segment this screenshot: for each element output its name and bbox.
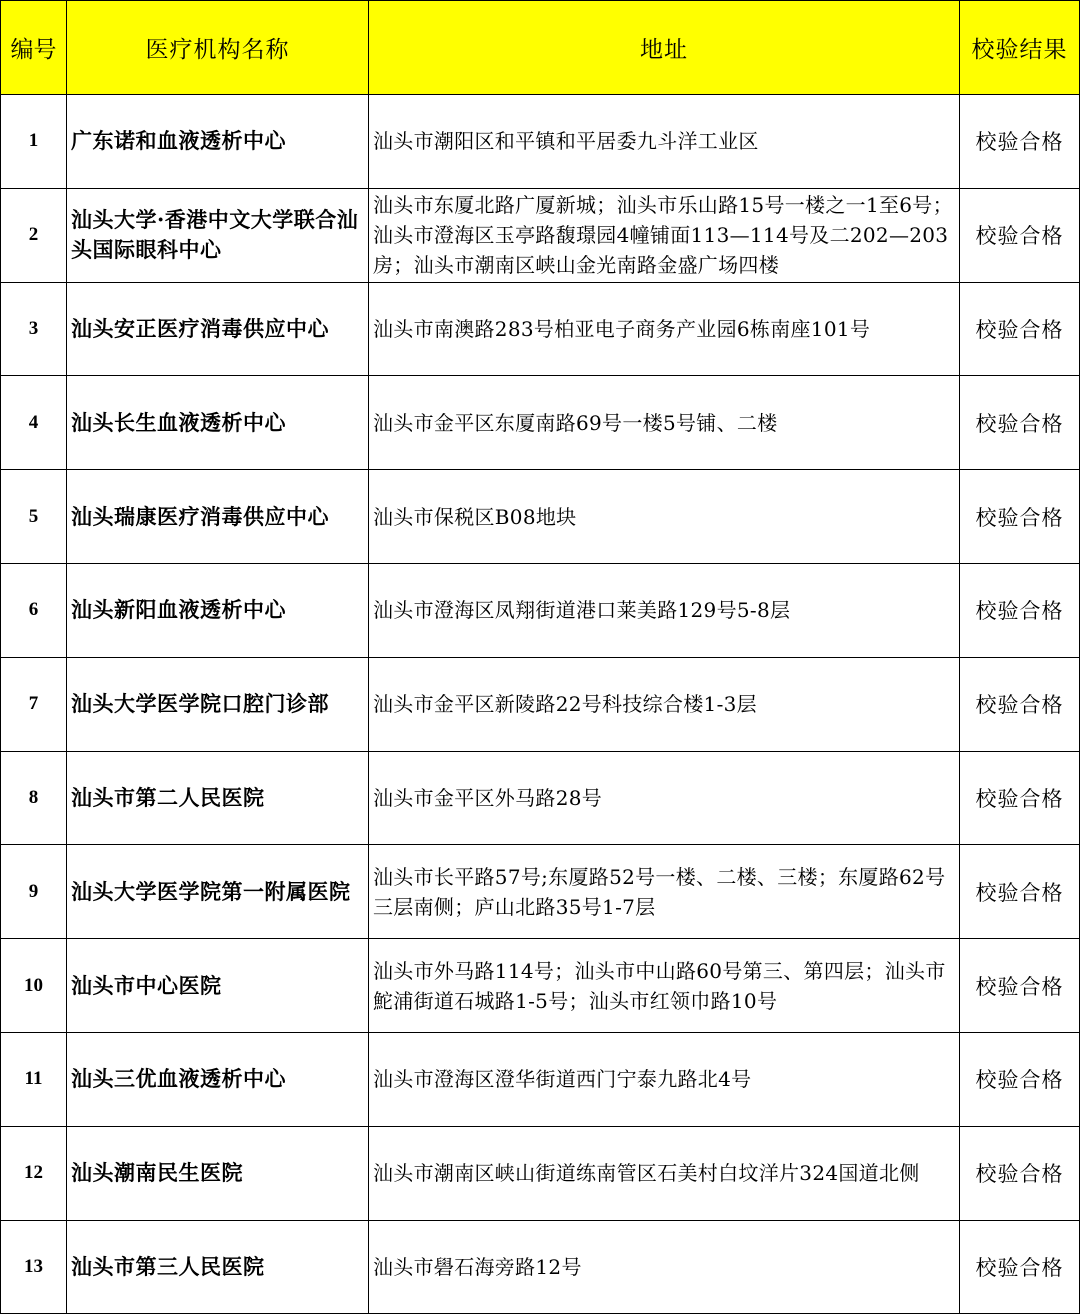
institution-address: 汕头市潮阳区和平镇和平居委九斗洋工业区	[369, 95, 960, 189]
institution-name: 汕头新阳血液透析中心	[67, 563, 369, 657]
institution-name: 汕头大学医学院第一附属医院	[67, 845, 369, 939]
inspection-result: 校验合格	[960, 1032, 1080, 1126]
inspection-result: 校验合格	[960, 188, 1080, 282]
header-name: 医疗机构名称	[67, 1, 369, 95]
table-row	[1, 563, 1080, 657]
institution-address: 汕头市澄海区凤翔街道港口莱美路129号5-8层	[369, 563, 960, 657]
inspection-result: 校验合格	[960, 845, 1080, 939]
table-body	[1, 95, 1080, 1314]
institution-address: 汕头市南澳路283号柏亚电子商务产业园6栋南座101号	[369, 282, 960, 376]
institution-address: 汕头市保税区B08地块	[369, 470, 960, 564]
inspection-result: 校验合格	[960, 1126, 1080, 1220]
table-row	[1, 1032, 1080, 1126]
row-number: 8	[1, 751, 67, 845]
institution-name: 汕头瑞康医疗消毒供应中心	[67, 470, 369, 564]
institution-name: 汕头安正医疗消毒供应中心	[67, 282, 369, 376]
institution-name: 汕头大学医学院口腔门诊部	[67, 657, 369, 751]
institution-address: 汕头市礐石海旁路12号	[369, 1220, 960, 1314]
row-number: 6	[1, 563, 67, 657]
table-row	[1, 751, 1080, 845]
institution-address: 汕头市澄海区澄华街道西门宁泰九路北4号	[369, 1032, 960, 1126]
row-number: 4	[1, 376, 67, 470]
inspection-result: 校验合格	[960, 939, 1080, 1033]
institution-name: 汕头市第二人民医院	[67, 751, 369, 845]
inspection-result: 校验合格	[960, 376, 1080, 470]
table-row	[1, 95, 1080, 189]
inspection-result: 校验合格	[960, 470, 1080, 564]
institution-address: 汕头市外马路114号；汕头市中山路60号第三、第四层；汕头市鮀浦街道石城路1-5号；汕头市红领巾路10号	[369, 939, 960, 1033]
row-number: 10	[1, 939, 67, 1033]
row-number: 7	[1, 657, 67, 751]
institution-address: 汕头市长平路57号;东厦路52号一楼、二楼、三楼；东厦路62号三层南侧；庐山北路35号1-7层	[369, 845, 960, 939]
row-number: 2	[1, 188, 67, 282]
table-row	[1, 657, 1080, 751]
table-row	[1, 376, 1080, 470]
institution-address: 汕头市潮南区峡山街道练南管区石美村白坟洋片324国道北侧	[369, 1126, 960, 1220]
inspection-result: 校验合格	[960, 282, 1080, 376]
header-number: 编号	[1, 1, 67, 95]
institution-name: 汕头潮南民生医院	[67, 1126, 369, 1220]
row-number: 9	[1, 845, 67, 939]
table-row	[1, 1220, 1080, 1314]
table-row	[1, 188, 1080, 282]
row-number: 13	[1, 1220, 67, 1314]
inspection-result: 校验合格	[960, 95, 1080, 189]
inspection-result: 校验合格	[960, 657, 1080, 751]
table-row	[1, 845, 1080, 939]
inspection-result: 校验合格	[960, 1220, 1080, 1314]
institution-name: 汕头市中心医院	[67, 939, 369, 1033]
table-row	[1, 1126, 1080, 1220]
table-row	[1, 282, 1080, 376]
inspection-result: 校验合格	[960, 751, 1080, 845]
table-row	[1, 939, 1080, 1033]
institution-address: 汕头市金平区外马路28号	[369, 751, 960, 845]
header-address: 地址	[369, 1, 960, 95]
institution-address: 汕头市金平区东厦南路69号一楼5号铺、二楼	[369, 376, 960, 470]
header-result: 校验结果	[960, 1, 1080, 95]
inspection-result: 校验合格	[960, 563, 1080, 657]
institution-name: 广东诺和血液透析中心	[67, 95, 369, 189]
table-header	[1, 1, 1080, 95]
institution-name: 汕头长生血液透析中心	[67, 376, 369, 470]
institution-name: 汕头三优血液透析中心	[67, 1032, 369, 1126]
row-number: 3	[1, 282, 67, 376]
institution-name: 汕头市第三人民医院	[67, 1220, 369, 1314]
table-row	[1, 470, 1080, 564]
row-number: 12	[1, 1126, 67, 1220]
header-row	[1, 1, 1080, 95]
row-number: 5	[1, 470, 67, 564]
row-number: 1	[1, 95, 67, 189]
institution-name: 汕头大学·香港中文大学联合汕头国际眼科中心	[67, 188, 369, 282]
institution-address: 汕头市东厦北路广厦新城；汕头市乐山路15号一楼之一1至6号；汕头市澄海区玉亭路馥璟园4幢铺面113—114号及二202—203房；汕头市潮南区峡山金光南路金盛广场四楼	[369, 188, 960, 282]
row-number: 11	[1, 1032, 67, 1126]
institution-address: 汕头市金平区新陵路22号科技综合楼1-3层	[369, 657, 960, 751]
